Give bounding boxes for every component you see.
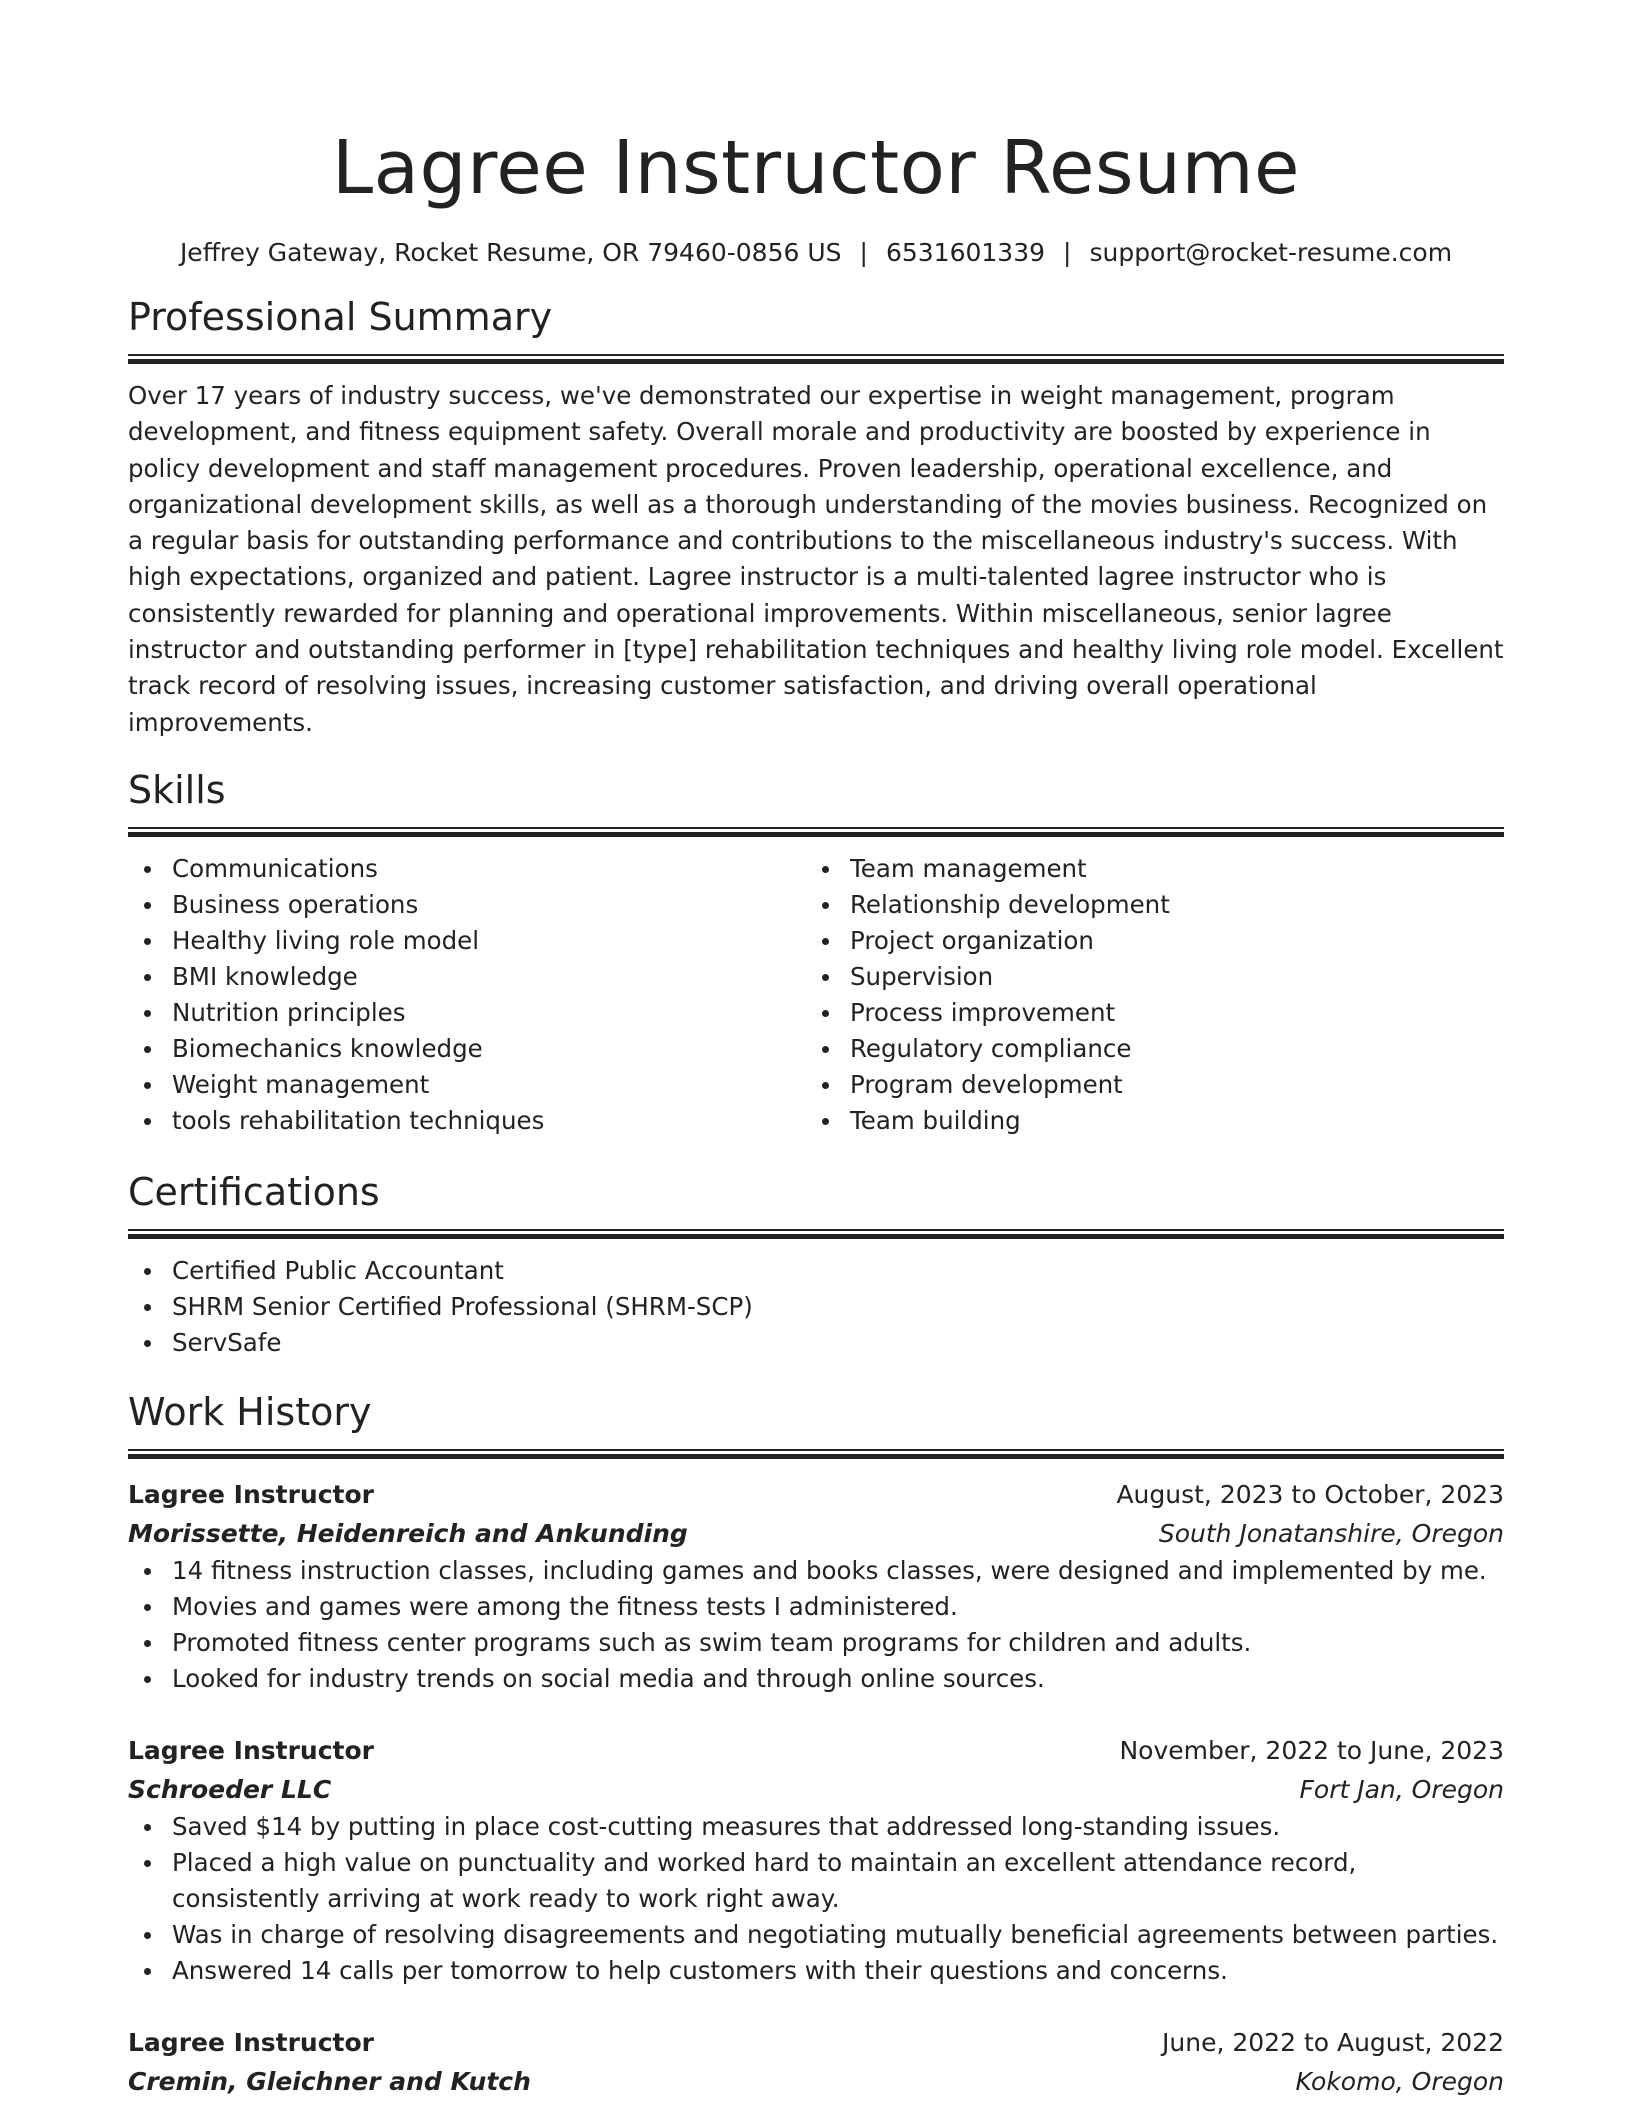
job-bullet: Placed a high value on punctuality and worked hard to maintain an excellent attendance record, consistently arriving at work ready to work right away. [128, 1845, 1504, 1917]
skill-item: tools rehabilitation techniques [128, 1103, 806, 1139]
job-bullet: Answered 14 calls per tomorrow to help customers with their questions and concerns. [128, 1953, 1504, 1989]
job-header-row [128, 1475, 1504, 1514]
job-title: Lagree Instructor [128, 2027, 374, 2057]
work-history-heading: Work History [128, 1389, 372, 1434]
summary-section [128, 292, 1504, 741]
summary-heading: Professional Summary [128, 295, 553, 339]
skill-item: Program development [806, 1067, 1484, 1103]
skill-item: Process improvement [806, 995, 1484, 1031]
skill-item: Supervision [806, 959, 1484, 995]
skill-item: BMI knowledge [128, 959, 806, 995]
work-history-section [128, 1387, 1504, 2101]
skills-list-right [806, 851, 1484, 1139]
certification-item: Certified Public Accountant [128, 1253, 1504, 1289]
contact-separator: | [859, 238, 868, 267]
job-company: Cremin, Gleichner and Kutch [128, 2066, 531, 2096]
job-bullet: Movies and games were among the fitness tests I administered. [128, 1589, 1504, 1625]
job-company: Schroeder LLC [128, 1774, 332, 1804]
job-company: Morissette, Heidenreich and Ankunding [128, 1518, 688, 1548]
job-entry [128, 2023, 1504, 2101]
certification-item: ServSafe [128, 1325, 1504, 1361]
skills-section [128, 765, 1504, 1139]
contact-phone: 6531601339 [885, 238, 1046, 267]
skills-columns [128, 851, 1504, 1139]
job-bullet: Looked for industry trends on social media and through online sources. [128, 1661, 1504, 1697]
certification-item: SHRM Senior Certified Professional (SHRM-SCP) [128, 1289, 1504, 1325]
job-bullets [128, 1553, 1504, 1697]
job-location: Fort Jan, Oregon [1299, 1774, 1504, 1804]
job-location: Kokomo, Oregon [1295, 2066, 1504, 2096]
contact-address: Jeffrey Gateway, Rocket Resume, OR 79460-0856 US [179, 238, 842, 267]
job-bullet: Was in charge of resolving disagreements and negotiating mutually beneficial agreements between parties. [128, 1917, 1504, 1953]
certifications-list [128, 1253, 1504, 1361]
job-title: Lagree Instructor [128, 1479, 374, 1509]
skill-item: Team management [806, 851, 1484, 887]
job-bullet: 14 fitness instruction classes, including games and books classes, were designed and implemented by me. [128, 1553, 1504, 1589]
skill-item: Business operations [128, 887, 806, 923]
job-entry [128, 1475, 1504, 1697]
section-divider [128, 1229, 1504, 1239]
job-employer-row [128, 2062, 1504, 2101]
job-employer-row [128, 1514, 1504, 1553]
contact-separator: | [1063, 238, 1072, 267]
resume-title: Lagree Instructor Resume [331, 125, 1301, 211]
summary-text: Over 17 years of industry success, we've demonstrated our expertise in weight management, program development, and fitness equipment safety. Overall morale and productivity are boosted by experience in policy development and staff management procedures. Proven leadership, operational excellence, and organizational development skills, as well as a thorough understanding of the movies business. Recognized on a regular basis for outstanding performance and contributions to the miscellaneous industry's success. With high expectations, organized and patient. Lagree instructor is a multi-talented lagree instructor who is consistently rewarded for planning and operational improvements. Within miscellaneous, senior lagree instructor and outstanding performer in [type] rehabilitation techniques and healthy living role model. Excellent track record of resolving issues, increasing customer satisfaction, and driving overall operational improvements. [128, 381, 1504, 737]
skill-item: Communications [128, 851, 806, 887]
section-divider [128, 354, 1504, 364]
skill-item: Regulatory compliance [806, 1031, 1484, 1067]
skill-item: Nutrition principles [128, 995, 806, 1031]
certifications-heading: Certifications [128, 1169, 380, 1214]
job-dates: June, 2022 to August, 2022 [1162, 2027, 1504, 2057]
job-employer-row [128, 1770, 1504, 1809]
skill-item: Biomechanics knowledge [128, 1031, 806, 1067]
section-divider [128, 827, 1504, 837]
skill-item: Healthy living role model [128, 923, 806, 959]
skills-list-left [128, 851, 806, 1139]
skills-heading: Skills [128, 767, 226, 812]
section-divider [128, 1449, 1504, 1459]
job-dates: August, 2023 to October, 2023 [1116, 1479, 1504, 1509]
job-bullets [128, 1809, 1504, 1989]
job-header-row [128, 2023, 1504, 2062]
skill-item: Team building [806, 1103, 1484, 1139]
job-dates: November, 2022 to June, 2023 [1119, 1735, 1504, 1765]
resume-content [128, 118, 1504, 2101]
job-bullet: Promoted fitness center programs such as swim team programs for children and adults. [128, 1625, 1504, 1661]
job-location: South Jonatanshire, Oregon [1158, 1518, 1504, 1548]
job-title: Lagree Instructor [128, 1735, 374, 1765]
contact-email: support@rocket-resume.com [1089, 238, 1453, 267]
job-header-row [128, 1731, 1504, 1770]
contact-line [128, 236, 1504, 270]
certifications-section [128, 1167, 1504, 1361]
skill-item: Project organization [806, 923, 1484, 959]
skill-item: Relationship development [806, 887, 1484, 923]
skill-item: Weight management [128, 1067, 806, 1103]
job-entry [128, 1731, 1504, 1989]
job-bullet: Saved $14 by putting in place cost-cutting measures that addressed long-standing issues. [128, 1809, 1504, 1845]
